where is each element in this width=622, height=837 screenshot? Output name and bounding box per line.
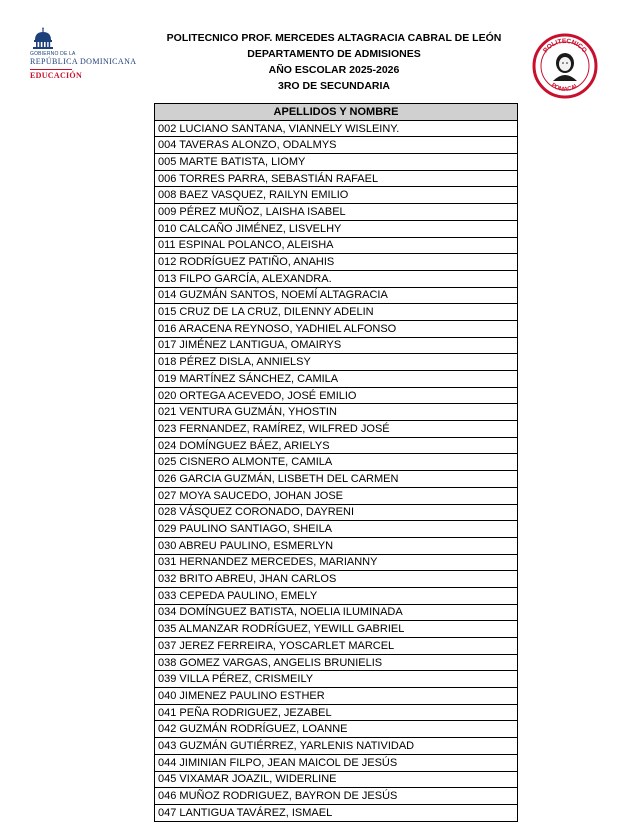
table-row	[155, 320, 518, 337]
student-name-cell: 043 GUZMÁN GUTIÉRREZ, YARLENIS NATIVIDAD	[155, 738, 518, 755]
student-name-cell: 004 TAVERAS ALONZO, ODALMYS	[155, 137, 518, 154]
table-row	[155, 621, 518, 638]
student-name-cell: 024 DOMÍNGUEZ BÁEZ, ARIELYS	[155, 437, 518, 454]
column-header-name: APELLIDOS Y NOMBRE	[155, 104, 518, 121]
student-name-cell: 010 CALCAÑO JIMÉNEZ, LISVELHY	[155, 220, 518, 237]
table-row	[155, 454, 518, 471]
school-seal	[532, 33, 598, 99]
school-name: POLITECNICO PROF. MERCEDES ALTAGRACIA CABRAL DE LEÓN	[166, 32, 502, 44]
student-name-cell: 040 JIMENEZ PAULINO ESTHER	[155, 688, 518, 705]
table-row	[155, 337, 518, 354]
student-name-cell: 021 VENTURA GUZMÁN, YHOSTIN	[155, 404, 518, 421]
student-name-cell: 017 JIMÉNEZ LANTIGUA, OMAIRYS	[155, 337, 518, 354]
school-year: AÑO ESCOLAR 2025-2026	[268, 64, 400, 76]
table-row	[155, 638, 518, 655]
table-body	[155, 120, 518, 821]
table-row	[155, 587, 518, 604]
student-name-cell: 028 VÁSQUEZ CORONADO, DAYRENI	[155, 504, 518, 521]
student-name-cell: 045 VIXAMAR JOAZIL, WIDERLINE	[155, 771, 518, 788]
student-name-cell: 008 BAEZ VASQUEZ, RAILYN EMILIO	[155, 187, 518, 204]
student-name-cell: 038 GOMEZ VARGAS, ANGELIS BRUNIELIS	[155, 654, 518, 671]
student-name-cell: 023 FERNANDEZ, RAMÍREZ, WILFRED JOSÉ	[155, 421, 518, 438]
student-name-cell: 009 PÉREZ MUÑOZ, LAISHA ISABEL	[155, 204, 518, 221]
student-name-cell: 039 VILLA PÉREZ, CRISMEILY	[155, 671, 518, 688]
school-seal-icon	[532, 33, 598, 99]
student-name-cell: 016 ARACENA REYNOSO, YADHIEL ALFONSO	[155, 320, 518, 337]
table-row	[155, 704, 518, 721]
ministry-logo	[28, 24, 137, 80]
ministry-logo-divider	[30, 69, 72, 70]
table-row	[155, 237, 518, 254]
table-row	[155, 120, 518, 137]
table-row	[155, 170, 518, 187]
table-row	[155, 421, 518, 438]
student-name-cell: 027 MOYA SAUCEDO, JOHAN JOSE	[155, 487, 518, 504]
student-name-cell: 012 RODRÍGUEZ PATIÑO, ANAHIS	[155, 254, 518, 271]
student-name-cell: 042 GUZMÁN RODRÍGUEZ, LOANNE	[155, 721, 518, 738]
student-name-cell: 013 FILPO GARCÍA, ALEXANDRA.	[155, 270, 518, 287]
table-row	[155, 387, 518, 404]
student-name-cell: 018 PÉREZ DISLA, ANNIELSY	[155, 354, 518, 371]
table-row	[155, 471, 518, 488]
table-row	[155, 604, 518, 621]
table-row	[155, 721, 518, 738]
table-row	[155, 738, 518, 755]
student-name-cell: 029 PAULINO SANTIAGO, SHEILA	[155, 521, 518, 538]
table-row	[155, 754, 518, 771]
table-row	[155, 504, 518, 521]
student-name-cell: 006 TORRES PARRA, SEBASTIÁN RAFAEL	[155, 170, 518, 187]
ministry-logo-line3: EDUCACIÓN	[30, 71, 83, 80]
table-row	[155, 137, 518, 154]
table-row	[155, 654, 518, 671]
government-crest-icon	[30, 24, 56, 50]
table-row	[155, 788, 518, 805]
student-name-cell: 047 LANTIGUA TAVÁREZ, ISMAEL	[155, 804, 518, 821]
table-row	[155, 254, 518, 271]
student-name-cell: 019 MARTÍNEZ SÁNCHEZ, CAMILA	[155, 371, 518, 388]
table-row	[155, 270, 518, 287]
table-row	[155, 287, 518, 304]
table-row	[155, 354, 518, 371]
table-row	[155, 487, 518, 504]
grade-level: 3RO DE SECUNDARIA	[277, 80, 390, 92]
student-name-cell: 034 DOMÍNGUEZ BATISTA, NOELIA ILUMINADA	[155, 604, 518, 621]
student-name-cell: 014 GUZMÁN SANTOS, NOEMÍ ALTAGRACIA	[155, 287, 518, 304]
student-name-cell: 011 ESPINAL POLANCO, ALEISHA	[155, 237, 518, 254]
student-name-cell: 026 GARCIA GUZMÁN, LISBETH DEL CARMEN	[155, 471, 518, 488]
table-row	[155, 187, 518, 204]
table-row	[155, 521, 518, 538]
student-name-cell: 035 ALMANZAR RODRÍGUEZ, YEWILL GABRIEL	[155, 621, 518, 638]
table-row	[155, 671, 518, 688]
table-row	[155, 571, 518, 588]
seal-top-text: POLITECNICO	[542, 37, 588, 55]
department-name: DEPARTAMENTO DE ADMISIONES	[247, 48, 421, 60]
table-row	[155, 204, 518, 221]
student-name-cell: 005 MARTE BATISTA, LIOMY	[155, 154, 518, 171]
table-row	[155, 554, 518, 571]
table-row	[155, 537, 518, 554]
student-name-cell: 033 CEPEDA PAULINO, EMELY	[155, 587, 518, 604]
table-row	[155, 437, 518, 454]
table-row	[155, 404, 518, 421]
table-row	[155, 804, 518, 821]
student-name-cell: 041 PEÑA RODRIGUEZ, JEZABEL	[155, 704, 518, 721]
admissions-roster-table	[154, 103, 518, 822]
table-row	[155, 771, 518, 788]
document-header	[150, 30, 518, 94]
student-name-cell: 031 HERNANDEZ MERCEDES, MARIANNY	[155, 554, 518, 571]
student-name-cell: 002 LUCIANO SANTANA, VIANNELY WISLEINY.	[155, 120, 518, 137]
table-row	[155, 371, 518, 388]
student-name-cell: 037 JEREZ FERREIRA, YOSCARLET MARCEL	[155, 638, 518, 655]
table-row	[155, 154, 518, 171]
student-name-cell: 025 CISNERO ALMONTE, CAMILA	[155, 454, 518, 471]
seal-bottom-text: POMACAL	[549, 82, 581, 94]
student-name-cell: 046 MUÑOZ RODRIGUEZ, BAYRON DE JESÚS	[155, 788, 518, 805]
ministry-logo-line2: REPÚBLICA DOMINICANA	[30, 57, 137, 66]
student-name-cell: 030 ABREU PAULINO, ESMERLYN	[155, 537, 518, 554]
table-row	[155, 304, 518, 321]
student-name-cell: 020 ORTEGA ACEVEDO, JOSÉ EMILIO	[155, 387, 518, 404]
student-name-cell: 044 JIMINIAN FILPO, JEAN MAICOL DE JESÚS	[155, 754, 518, 771]
student-name-cell: 015 CRUZ DE LA CRUZ, DILENNY ADELIN	[155, 304, 518, 321]
table-header-row	[155, 104, 518, 121]
student-name-cell: 032 BRITO ABREU, JHAN CARLOS	[155, 571, 518, 588]
ministry-logo-line1: GOBIERNO DE LA	[30, 51, 76, 57]
table-row	[155, 220, 518, 237]
table-row	[155, 688, 518, 705]
